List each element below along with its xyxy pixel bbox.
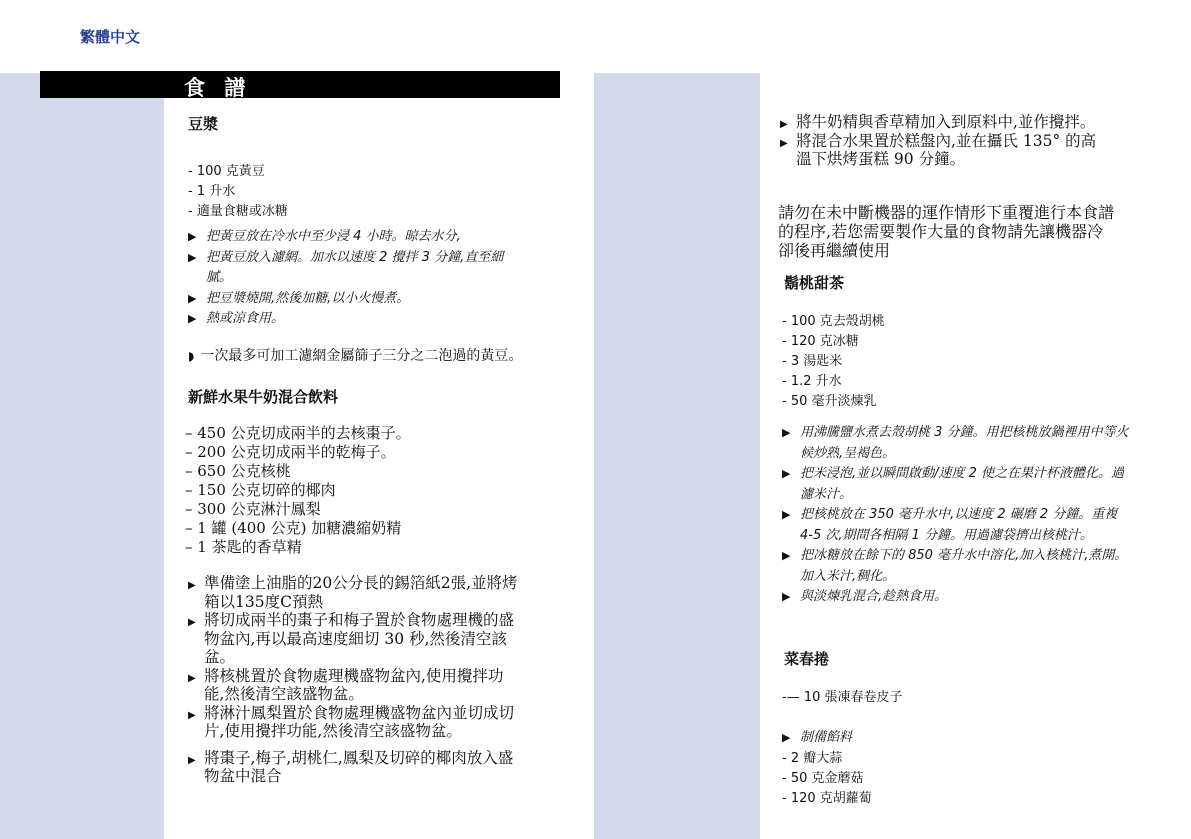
triangle-bullet-icon: ▶ (782, 590, 791, 603)
triangle-bullet-icon: ▶ (188, 230, 197, 243)
step-item: ▶ 將棗子,梅子,胡桃仁,鳳梨及切碎的椰肉放入盛物盆中混合 (188, 748, 514, 785)
section-title-bar (40, 71, 560, 98)
warning-paragraph: 請勿在未中斷機器的運作情形下重覆進行本食譜的程序,若您需要製作大量的食物請先讓機器冷卻後再繼續使用 (778, 203, 1115, 260)
ingredient-item: - 50 克金蘑菇 (782, 771, 864, 786)
note-bullet-icon: ◗ (188, 349, 195, 363)
ingredient-item: - 3 湯匙米 (782, 354, 843, 369)
recipe-title-springroll: 菜春捲 (784, 650, 830, 668)
ingredient-item: - 1 升水 (188, 184, 236, 199)
recipe-title-fruit: 新鮮水果牛奶混合飲料 (188, 388, 339, 406)
side-band (0, 73, 40, 97)
ingredient-item: - 120 克冰糖 (782, 334, 859, 349)
step-item: ▶ 把豆漿燒開,然後加糖,以小火慢煮。 (188, 289, 533, 310)
ingredient-list (782, 312, 885, 412)
step-list (188, 227, 533, 330)
triangle-bullet-icon: ▶ (188, 291, 197, 305)
step-item: ▶ 將淋汁鳳梨置於食物處理機盛物盆內並切成切片,使用攪拌功能,然後清空該盛物盆。 (188, 703, 515, 740)
triangle-bullet-icon: ▶ (188, 672, 196, 684)
step-item: ▶ 用沸騰鹽水煮去殼胡桃 3 分鐘。用把核桃放鍋裡用中等火候炒熟,呈褐色。 (782, 425, 1129, 461)
section-title: 食 譜 (184, 76, 252, 100)
ingredient-item: – 150 公克切碎的椰肉 (185, 481, 336, 499)
triangle-bullet-icon: ▶ (780, 119, 788, 130)
step-item: ▶ 將牛奶精與香草精加入到原料中,並作攪拌。 (780, 113, 1110, 132)
language-label: 繁體中文 (80, 28, 141, 46)
step-item: ▶ 把核桃放在 350 毫升水中,以速度 2 碾磨 2 分鐘。重複 4-5 次,期間各相隔 1 分鐘。用過濾袋擠出核桃汁。 (782, 507, 1118, 543)
step-list (188, 574, 522, 786)
ingredient-item: - 1.2 升水 (782, 374, 842, 389)
step-item: ▶ 把黃豆放入濾網。加水以速度 2 攪拌 3 分鐘,直至細膩。 (188, 249, 504, 285)
ingredient-item: - 50 毫升淡煉乳 (782, 394, 877, 409)
ingredient-item: – 200 公克切成兩半的乾梅子。 (185, 443, 396, 461)
ingredient-item: – 650 公克核桃 (185, 462, 291, 480)
ingredient-item: - 100 克去殼胡桃 (782, 314, 885, 329)
step-item: ▶ 將核桃置於食物處理機盛物盆內,使用攪拌功能,然後清空該盛物盆。 (188, 666, 504, 703)
triangle-bullet-icon: ▶ (188, 250, 197, 264)
side-band (0, 97, 164, 839)
ingredient-item: - 適量食糖或冰糖 (188, 204, 288, 219)
step-item: ▶ 把黃豆放在冷水中至少浸 4 小時。晾去水分, (188, 227, 533, 248)
triangle-bullet-icon: ▶ (782, 426, 791, 439)
step-item: ▶ 將混合水果置於糕盤內,並在攝氏 135° 的高溫下烘烤蛋糕 90 分鐘。 (780, 131, 1097, 168)
step-list (782, 423, 1132, 608)
step-item: ▶ 將切成兩半的棗子和梅子置於食物處理機的盛物盆內,再以最高速度細切 30 秒,然後清空該盆。 (188, 611, 515, 666)
recipe-title-walnut: 鬍桃甜茶 (784, 274, 845, 292)
ingredient-list (185, 424, 411, 557)
side-band (594, 73, 760, 839)
step-item: ▶ 把冰糖放在餘下的 850 毫升水中溶化,加入核桃汁,煮開。加入米汁,稠化。 (782, 548, 1128, 584)
step-item: ▶ 把米浸泡,並以瞬間啟動/速度 2 使之在果汁杯液體化。過濾米汁。 (782, 466, 1125, 502)
triangle-bullet-icon: ▶ (782, 731, 791, 744)
ingredient-item: – 1 罐 (400 公克) 加糖濃縮奶精 (185, 519, 402, 537)
step-item: ▶ 準備塗上油脂的20公分長的錫箔紙2張,並將烤箱以135度C預熱 (188, 574, 518, 611)
triangle-bullet-icon: ▶ (188, 312, 197, 325)
ingredient-list (782, 749, 872, 809)
step-item: ▶ 熱或涼食用。 (188, 309, 533, 330)
ingredient-item: – 450 公克切成兩半的去核棗子。 (185, 424, 411, 442)
triangle-bullet-icon: ▶ (780, 137, 788, 149)
ingredient-list (782, 688, 903, 708)
note: ◗ 一次最多可加工濾網金屬篩子三分之二泡過的黃豆。 (188, 348, 523, 364)
recipe-title-soy: 豆漿 (188, 115, 219, 133)
ingredient-item: – 300 公克淋汁鳳梨 (185, 500, 321, 518)
ingredient-item: - 100 克黃豆 (188, 164, 265, 179)
triangle-bullet-icon: ▶ (188, 580, 196, 591)
ingredient-item: -— 10 張凍春卷皮子 (782, 690, 903, 705)
ingredient-item: – 1 茶匙的香草精 (185, 538, 302, 556)
triangle-bullet-icon: ▶ (782, 549, 791, 562)
triangle-bullet-icon: ▶ (188, 617, 196, 628)
step-item: ▶ 與淡煉乳混合,趁熱食用。 (782, 587, 1132, 608)
ingredient-item: - 2 瓣大蒜 (782, 751, 843, 766)
triangle-bullet-icon: ▶ (782, 467, 791, 480)
ingredient-item: - 120 克胡蘿蔔 (782, 791, 872, 806)
ingredient-list (188, 162, 288, 222)
triangle-bullet-icon: ▶ (188, 709, 196, 721)
triangle-bullet-icon: ▶ (188, 754, 196, 766)
step-list (782, 728, 852, 749)
step-item: ▶ 制備餡料 (782, 728, 852, 749)
triangle-bullet-icon: ▶ (782, 508, 791, 521)
step-list (780, 113, 1110, 169)
